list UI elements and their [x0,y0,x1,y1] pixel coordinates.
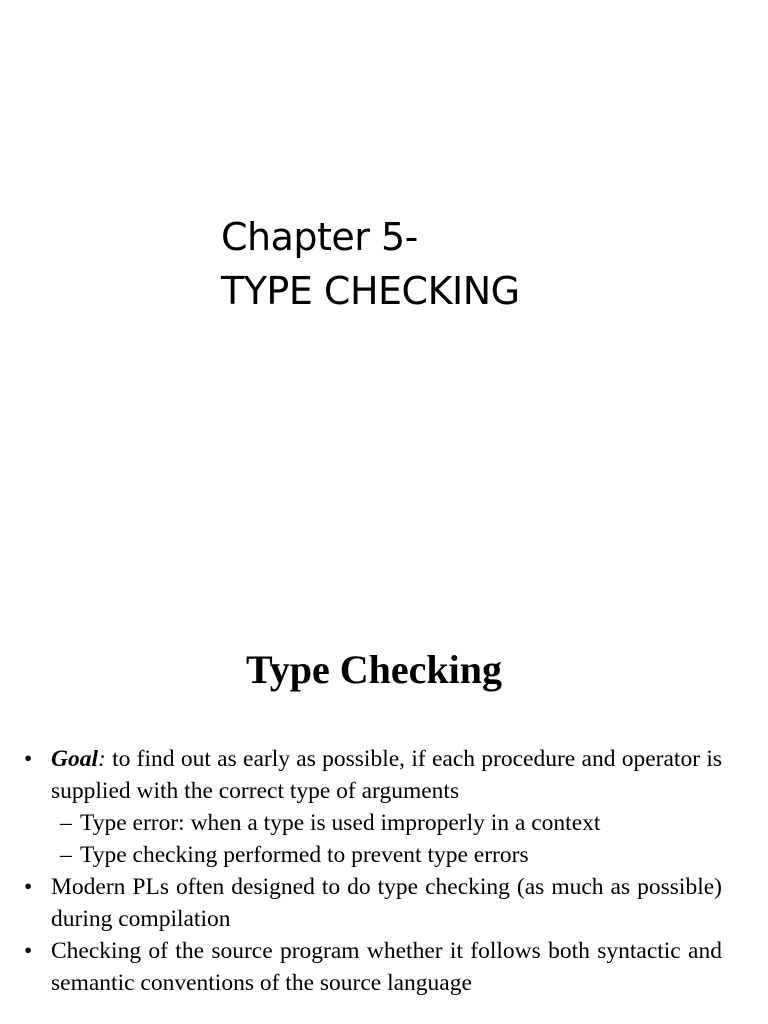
sub-bullet-type-checking [20,839,722,871]
bullet-marker: • [24,874,33,900]
sub-bullet-text: Type error: when a type is used improperly in a context [80,810,601,836]
bullet-list [20,743,722,999]
sub-bullet-type-error [20,807,722,839]
bullet-source-checking [20,935,722,999]
sub-bullet-text: Type checking performed to prevent type errors [80,842,529,868]
sub-bullet-marker: – [60,810,72,836]
bullet-goal [20,743,722,807]
sub-bullet-marker: – [60,842,72,868]
goal-text: to find out as early as possible, if each procedure and operator is supplied with the correct type of arguments [51,746,722,804]
goal-label: Goal [51,746,98,772]
chapter-title [221,210,520,318]
bullet-marker: • [24,746,33,772]
section-heading: Type Checking [246,647,502,692]
bullet-text: Checking of the source program whether it follows both syntactic and semantic conventions of the source language [51,938,722,996]
bullet-modern-pls [20,871,722,935]
bullet-text: Modern PLs often designed to do type checking (as much as possible) during compilation [51,874,722,932]
bullet-marker: • [24,938,33,964]
goal-colon: : [98,746,106,772]
chapter-title-line1: Chapter 5- [221,215,418,259]
chapter-title-line2: TYPE CHECKING [221,269,520,313]
